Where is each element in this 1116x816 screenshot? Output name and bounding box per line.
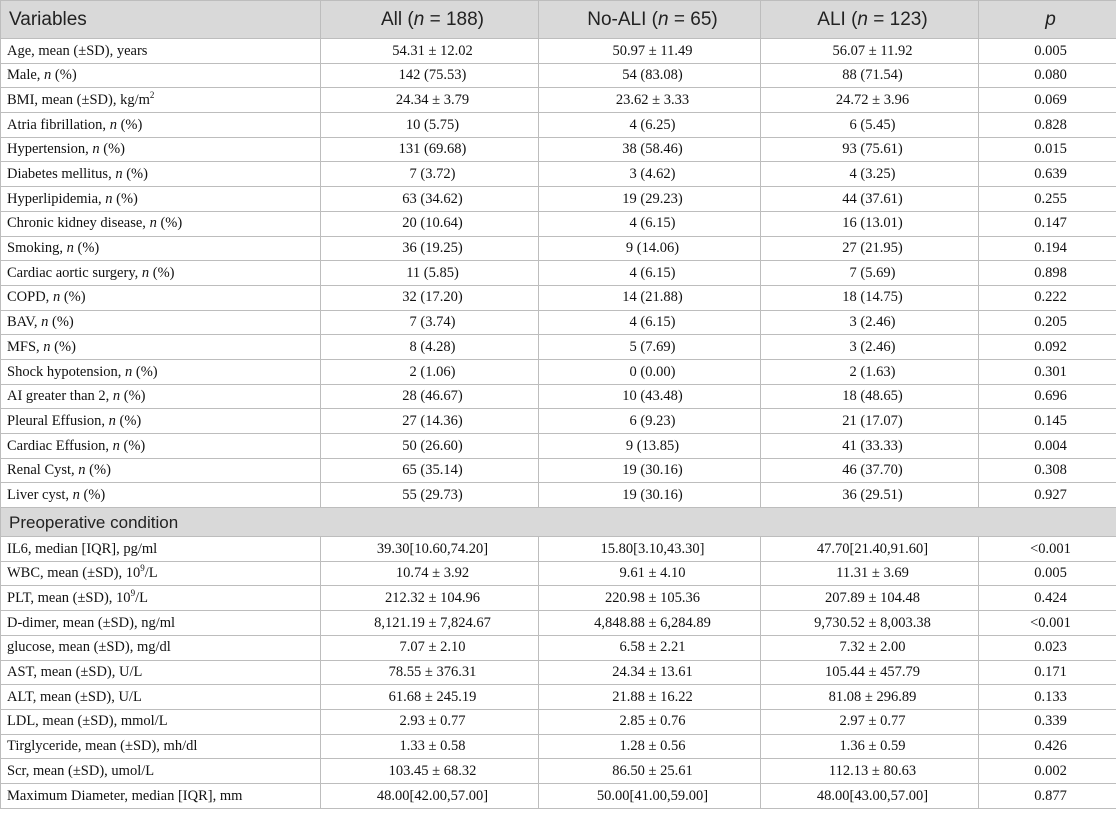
all-value-cell: 50 (26.60) (321, 434, 539, 459)
variable-name: Male, (7, 67, 45, 84)
all-value-cell: 1.33 ± 0.58 (321, 734, 539, 759)
all-value-cell: 103.45 ± 68.32 (321, 759, 539, 784)
p-value-cell: 0.004 (979, 434, 1116, 459)
p-value-cell: 0.205 (979, 310, 1116, 335)
variable-name-cell (1, 162, 321, 187)
variable-name: Shock hypotension, (7, 363, 126, 380)
p-value-cell: 0.133 (979, 685, 1116, 710)
p-value-cell: 0.145 (979, 409, 1116, 434)
table-body (1, 39, 1116, 809)
all-value-cell: 20 (10.64) (321, 211, 539, 236)
p-value-cell: 0.898 (979, 261, 1116, 286)
ali-value-cell: 47.70[21.40,91.60] (761, 537, 979, 562)
table-row (1, 137, 1116, 162)
section-header-row (1, 508, 1116, 537)
variable-name-suffix: (%) (115, 412, 142, 429)
variable-name: Liver cyst, (7, 486, 73, 503)
p-value-cell: 0.426 (979, 734, 1116, 759)
ali-value-cell: 1.36 ± 0.59 (761, 734, 979, 759)
all-value-cell: 28 (46.67) (321, 384, 539, 409)
ali-value-cell: 56.07 ± 11.92 (761, 39, 979, 64)
table-row (1, 434, 1116, 459)
variable-name-superscript: 9 (130, 588, 136, 599)
variable-name: D-dimer, mean (±SD), ng/ml (7, 614, 176, 631)
no-ali-value-cell: 9 (14.06) (539, 236, 761, 261)
header-noali-post: = 65) (668, 8, 718, 30)
variable-name-cell (1, 285, 321, 310)
ali-value-cell: 16 (13.01) (761, 211, 979, 236)
p-value-cell: 0.301 (979, 359, 1116, 384)
variable-name-superscript: 2 (149, 90, 155, 101)
ali-value-cell: 7 (5.69) (761, 261, 979, 286)
all-value-cell: 7 (3.74) (321, 310, 539, 335)
table-row (1, 458, 1116, 483)
variable-name: Cardiac Effusion, (7, 437, 113, 454)
ali-value-cell: 46 (37.70) (761, 458, 979, 483)
p-value-cell: 0.023 (979, 635, 1116, 660)
variable-name-cell (1, 759, 321, 784)
ali-value-cell: 24.72 ± 3.96 (761, 88, 979, 113)
variable-name: Hypertension, (7, 141, 93, 158)
variable-name-cell (1, 561, 321, 586)
header-all (321, 1, 539, 39)
all-value-cell: 36 (19.25) (321, 236, 539, 261)
ali-value-cell: 3 (2.46) (761, 310, 979, 335)
table-row (1, 611, 1116, 636)
p-value-cell: 0.877 (979, 783, 1116, 808)
variable-name-italic: n (149, 215, 157, 232)
all-value-cell: 27 (14.36) (321, 409, 539, 434)
all-value-cell: 131 (69.68) (321, 137, 539, 162)
all-value-cell: 2 (1.06) (321, 359, 539, 384)
variable-name-suffix: (%) (149, 264, 175, 281)
variable-name-cell (1, 660, 321, 685)
variable-name-italic: n (112, 388, 121, 405)
variable-name-italic: n (92, 141, 100, 158)
p-value-cell: 0.092 (979, 335, 1116, 360)
variable-name-suffix: (%) (132, 363, 158, 380)
all-value-cell: 24.34 ± 3.79 (321, 88, 539, 113)
no-ali-value-cell: 23.62 ± 3.33 (539, 88, 761, 113)
variable-name-cell (1, 137, 321, 162)
section-title: Preoperative condition (1, 508, 1116, 537)
variable-name-italic: n (125, 363, 133, 380)
p-value-cell: 0.147 (979, 211, 1116, 236)
no-ali-value-cell: 15.80[3.10,43.30] (539, 537, 761, 562)
variable-name: Smoking, (7, 240, 67, 257)
all-value-cell: 48.00[42.00,57.00] (321, 783, 539, 808)
all-value-cell: 32 (17.20) (321, 285, 539, 310)
table-row (1, 586, 1116, 611)
no-ali-value-cell: 21.88 ± 16.22 (539, 685, 761, 710)
table-row (1, 561, 1116, 586)
table-row (1, 734, 1116, 759)
table-row (1, 685, 1116, 710)
table-row (1, 635, 1116, 660)
ali-value-cell: 36 (29.51) (761, 483, 979, 508)
no-ali-value-cell: 19 (29.23) (539, 187, 761, 212)
no-ali-value-cell: 6.58 ± 2.21 (539, 635, 761, 660)
table-row (1, 335, 1116, 360)
all-value-cell: 212.32 ± 104.96 (321, 586, 539, 611)
no-ali-value-cell: 1.28 ± 0.56 (539, 734, 761, 759)
variable-name-italic: n (109, 116, 117, 133)
no-ali-value-cell: 4 (6.15) (539, 261, 761, 286)
no-ali-value-cell: 86.50 ± 25.61 (539, 759, 761, 784)
variable-name-italic: n (52, 289, 61, 306)
variable-name-superscript: 9 (140, 563, 145, 574)
all-value-cell: 63 (34.62) (321, 187, 539, 212)
variable-name-cell (1, 537, 321, 562)
ali-value-cell: 21 (17.07) (761, 409, 979, 434)
ali-value-cell: 2 (1.63) (761, 359, 979, 384)
ali-value-cell: 7.32 ± 2.00 (761, 635, 979, 660)
variable-name-suffix: (%) (112, 190, 138, 207)
variable-name-cell (1, 685, 321, 710)
variable-name-suffix: (%) (60, 289, 86, 306)
p-value-cell: 0.069 (979, 88, 1116, 113)
variable-name: LDL, mean (±SD), mmol/L (7, 713, 168, 730)
variable-name: Cardiac aortic surgery, (7, 264, 142, 281)
variable-name: COPD, (7, 289, 53, 306)
variable-name-italic: n (105, 190, 113, 207)
p-value-cell: 0.308 (979, 458, 1116, 483)
ali-value-cell: 4 (3.25) (761, 162, 979, 187)
all-value-cell: 8 (4.28) (321, 335, 539, 360)
header-ali-pre: ALI ( (817, 8, 858, 30)
p-value-cell: 0.002 (979, 759, 1116, 784)
ali-value-cell: 207.89 ± 104.48 (761, 586, 979, 611)
variable-name-cell (1, 734, 321, 759)
variable-name-cell (1, 335, 321, 360)
p-value-cell: 0.222 (979, 285, 1116, 310)
variable-name-cell (1, 635, 321, 660)
ali-value-cell: 105.44 ± 457.79 (761, 660, 979, 685)
header-p-label: p (1045, 8, 1056, 30)
variable-name: WBC, mean (±SD), 10 (7, 565, 141, 582)
variable-name-italic: n (43, 338, 51, 355)
table-row (1, 88, 1116, 113)
p-value-cell: 0.005 (979, 39, 1116, 64)
variable-name-italic: n (141, 264, 150, 281)
variable-name-italic: n (72, 486, 80, 503)
no-ali-value-cell: 50.00[41.00,59.00] (539, 783, 761, 808)
no-ali-value-cell: 4,848.88 ± 6,284.89 (539, 611, 761, 636)
no-ali-value-cell: 4 (6.25) (539, 113, 761, 138)
table-row (1, 39, 1116, 64)
table-row (1, 384, 1116, 409)
all-value-cell: 142 (75.53) (321, 63, 539, 88)
variable-name-italic: n (66, 240, 74, 257)
p-value-cell: 0.424 (979, 586, 1116, 611)
p-value-cell: 0.194 (979, 236, 1116, 261)
table-row (1, 211, 1116, 236)
variable-name-italic: n (41, 314, 49, 331)
header-all-post: = 188) (424, 8, 484, 30)
no-ali-value-cell: 4 (6.15) (539, 211, 761, 236)
variable-name-italic: n (115, 166, 123, 183)
all-value-cell: 8,121.19 ± 7,824.67 (321, 611, 539, 636)
table-row (1, 261, 1116, 286)
variable-name: PLT, mean (±SD), 10 (7, 590, 131, 607)
no-ali-value-cell: 19 (30.16) (539, 458, 761, 483)
variable-name-suffix: (%) (51, 67, 77, 84)
variable-name-suffix: (%) (119, 437, 146, 454)
table-row (1, 310, 1116, 335)
header-ali (761, 1, 979, 39)
all-value-cell: 54.31 ± 12.02 (321, 39, 539, 64)
variable-name-suffix: (%) (50, 338, 76, 355)
ali-value-cell: 44 (37.61) (761, 187, 979, 212)
variable-name-suffix: (%) (73, 240, 100, 257)
variable-name: Chronic kidney disease, (7, 215, 150, 232)
header-variables: Variables (1, 1, 321, 39)
no-ali-value-cell: 24.34 ± 13.61 (539, 660, 761, 685)
header-p-value (979, 1, 1116, 39)
variable-name: Diabetes mellitus, (7, 166, 116, 183)
p-value-cell: 0.255 (979, 187, 1116, 212)
variable-name-cell (1, 211, 321, 236)
no-ali-value-cell: 0 (0.00) (539, 359, 761, 384)
all-value-cell: 61.68 ± 245.19 (321, 685, 539, 710)
ali-value-cell: 3 (2.46) (761, 335, 979, 360)
table-row (1, 285, 1116, 310)
no-ali-value-cell: 50.97 ± 11.49 (539, 39, 761, 64)
variable-name-suffix: (%) (85, 462, 111, 479)
variable-name: Hyperlipidemia, (7, 190, 106, 207)
header-noali-pre: No-ALI ( (587, 8, 659, 30)
ali-value-cell: 93 (75.61) (761, 137, 979, 162)
no-ali-value-cell: 10 (43.48) (539, 384, 761, 409)
no-ali-value-cell: 19 (30.16) (539, 483, 761, 508)
table-row (1, 187, 1116, 212)
variable-name-cell (1, 783, 321, 808)
all-value-cell: 78.55 ± 376.31 (321, 660, 539, 685)
no-ali-value-cell: 5 (7.69) (539, 335, 761, 360)
p-value-cell: 0.639 (979, 162, 1116, 187)
variable-name-italic: n (108, 412, 116, 429)
p-value-cell: 0.080 (979, 63, 1116, 88)
header-all-n: n (413, 8, 425, 30)
variable-name-cell (1, 434, 321, 459)
variable-name: Pleural Effusion, (7, 412, 109, 429)
variable-name-cell (1, 483, 321, 508)
all-value-cell: 10 (5.75) (321, 113, 539, 138)
variable-name-cell (1, 187, 321, 212)
variable-name-cell (1, 384, 321, 409)
variable-name-cell (1, 359, 321, 384)
ali-value-cell: 18 (48.65) (761, 384, 979, 409)
table-row (1, 783, 1116, 808)
variable-name-suffix: (%) (156, 215, 183, 232)
ali-value-cell: 88 (71.54) (761, 63, 979, 88)
no-ali-value-cell: 54 (83.08) (539, 63, 761, 88)
variable-name-suffix: (%) (48, 314, 74, 331)
variable-name-cell (1, 409, 321, 434)
variable-name-italic: n (78, 462, 86, 479)
p-value-cell: 0.828 (979, 113, 1116, 138)
p-value-cell: 0.927 (979, 483, 1116, 508)
table-row (1, 660, 1116, 685)
variable-name: ALT, mean (±SD), U/L (7, 688, 142, 705)
variable-name-cell (1, 39, 321, 64)
ali-value-cell: 9,730.52 ± 8,003.38 (761, 611, 979, 636)
table-row (1, 537, 1116, 562)
no-ali-value-cell: 14 (21.88) (539, 285, 761, 310)
variable-name-cell (1, 236, 321, 261)
variable-name-italic: n (112, 437, 120, 454)
header-all-pre: All ( (381, 8, 414, 30)
p-value-cell: <0.001 (979, 611, 1116, 636)
ali-value-cell: 41 (33.33) (761, 434, 979, 459)
variable-name-tail: /L (144, 565, 158, 582)
ali-value-cell: 11.31 ± 3.69 (761, 561, 979, 586)
header-ali-post: = 123) (868, 8, 928, 30)
variable-name: AI greater than 2, (7, 388, 113, 405)
variable-name-suffix: (%) (116, 116, 143, 133)
variable-name-cell (1, 709, 321, 734)
no-ali-value-cell: 38 (58.46) (539, 137, 761, 162)
header-no-ali (539, 1, 761, 39)
no-ali-value-cell: 9 (13.85) (539, 434, 761, 459)
table-row (1, 709, 1116, 734)
variable-name-cell (1, 611, 321, 636)
ali-value-cell: 81.08 ± 296.89 (761, 685, 979, 710)
p-value-cell: 0.015 (979, 137, 1116, 162)
variable-name-cell (1, 458, 321, 483)
ali-value-cell: 18 (14.75) (761, 285, 979, 310)
variable-name-cell (1, 261, 321, 286)
ali-value-cell: 48.00[43.00,57.00] (761, 783, 979, 808)
variable-name-suffix: (%) (99, 141, 125, 158)
table-row (1, 113, 1116, 138)
variable-name: Maximum Diameter, median [IQR], mm (7, 787, 243, 804)
variable-name-cell (1, 63, 321, 88)
variable-name-cell (1, 586, 321, 611)
table-row (1, 236, 1116, 261)
table-row (1, 359, 1116, 384)
variable-name: BMI, mean (±SD), kg/m (7, 91, 150, 108)
no-ali-value-cell: 9.61 ± 4.10 (539, 561, 761, 586)
variable-name-cell (1, 88, 321, 113)
table-row (1, 162, 1116, 187)
all-value-cell: 11 (5.85) (321, 261, 539, 286)
variable-name-cell (1, 310, 321, 335)
variable-name-cell (1, 113, 321, 138)
ali-value-cell: 27 (21.95) (761, 236, 979, 261)
all-value-cell: 39.30[10.60,74.20] (321, 537, 539, 562)
variable-name: glucose, mean (±SD), mg/dl (7, 639, 171, 656)
variable-name-suffix: (%) (122, 166, 148, 183)
no-ali-value-cell: 6 (9.23) (539, 409, 761, 434)
all-value-cell: 10.74 ± 3.92 (321, 561, 539, 586)
p-value-cell: 0.339 (979, 709, 1116, 734)
no-ali-value-cell: 3 (4.62) (539, 162, 761, 187)
all-value-cell: 2.93 ± 0.77 (321, 709, 539, 734)
variable-name: Age, mean (±SD), years (7, 42, 148, 59)
all-value-cell: 7.07 ± 2.10 (321, 635, 539, 660)
variable-name: AST, mean (±SD), U/L (7, 664, 143, 681)
table-row (1, 759, 1116, 784)
variable-name: Atria fibrillation, (7, 116, 110, 133)
p-value-cell: 0.696 (979, 384, 1116, 409)
p-value-cell: 0.171 (979, 660, 1116, 685)
variable-name-italic: n (44, 67, 52, 84)
all-value-cell: 7 (3.72) (321, 162, 539, 187)
table-header (1, 1, 1116, 39)
ali-value-cell: 6 (5.45) (761, 113, 979, 138)
variable-name-suffix: (%) (79, 486, 106, 503)
table-row (1, 483, 1116, 508)
variable-name: BAV, (7, 314, 42, 331)
header-ali-n: n (857, 8, 868, 30)
header-row (1, 1, 1116, 39)
variable-name: Tirglyceride, mean (±SD), mh/dl (7, 738, 198, 755)
ali-value-cell: 112.13 ± 80.63 (761, 759, 979, 784)
variable-name: Scr, mean (±SD), umol/L (7, 762, 155, 779)
no-ali-value-cell: 220.98 ± 105.36 (539, 586, 761, 611)
no-ali-value-cell: 2.85 ± 0.76 (539, 709, 761, 734)
ali-value-cell: 2.97 ± 0.77 (761, 709, 979, 734)
p-value-cell: 0.005 (979, 561, 1116, 586)
variable-name: IL6, median [IQR], pg/ml (7, 540, 158, 557)
variable-name: Renal Cyst, (7, 462, 79, 479)
all-value-cell: 65 (35.14) (321, 458, 539, 483)
table-row (1, 63, 1116, 88)
table-row (1, 409, 1116, 434)
variable-name: MFS, (7, 338, 44, 355)
variable-name-tail: /L (135, 590, 148, 607)
header-noali-n: n (658, 8, 669, 30)
variable-name-suffix: (%) (120, 388, 146, 405)
no-ali-value-cell: 4 (6.15) (539, 310, 761, 335)
p-value-cell: <0.001 (979, 537, 1116, 562)
all-value-cell: 55 (29.73) (321, 483, 539, 508)
